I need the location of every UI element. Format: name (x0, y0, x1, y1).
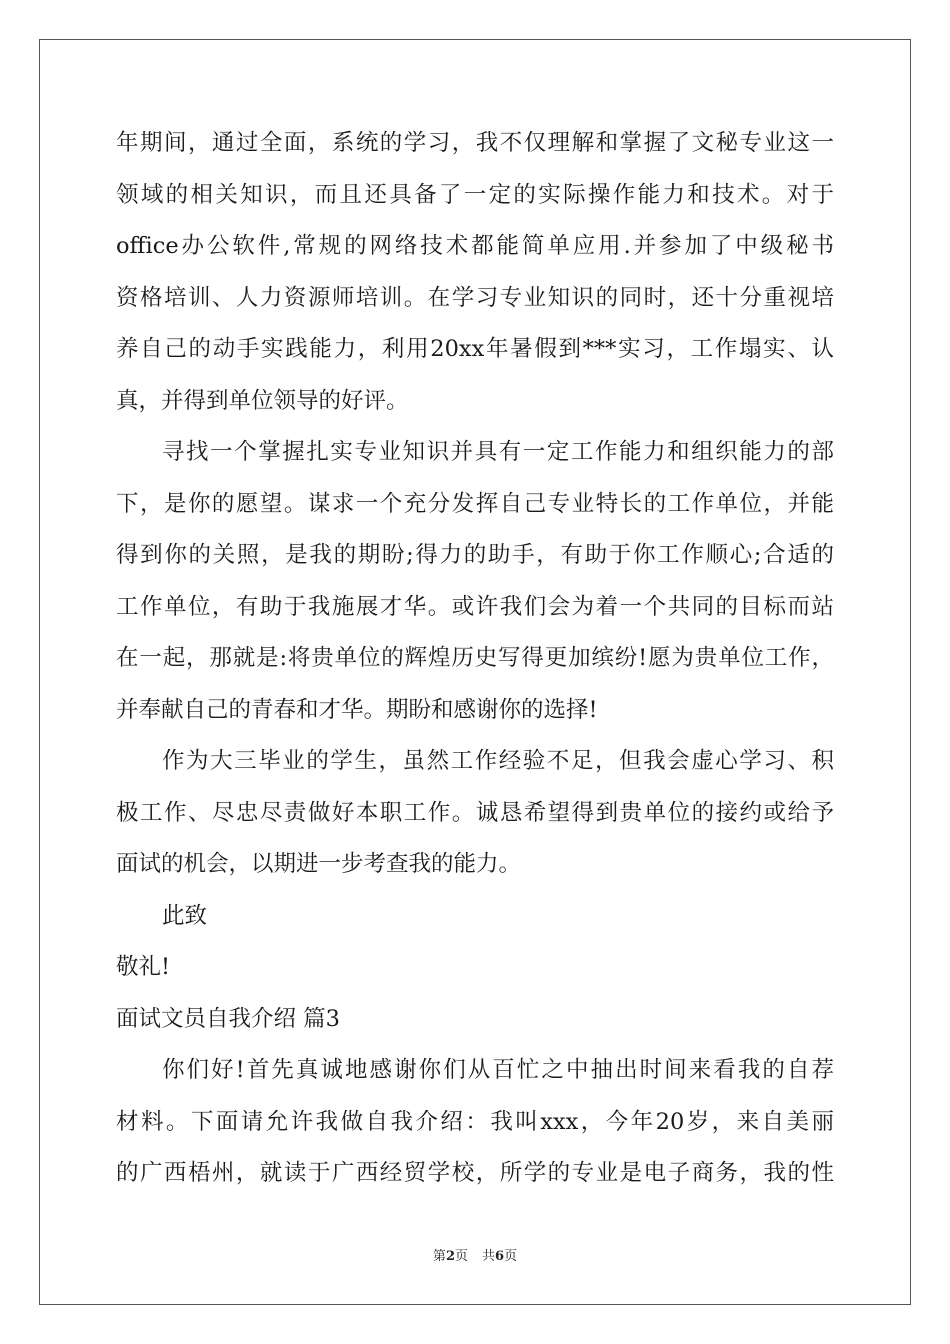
text-line: 并奉献自己的青春和才华。期盼和感谢你的选择! (116, 696, 598, 723)
page-footer (0, 1248, 950, 1266)
closing-regards: 敬礼! (116, 954, 171, 980)
text-line: 工作单位，有助于我施展才华。或许我们会为着一个共同的目标而站 (116, 593, 834, 620)
text-line: 领域的相关知识，而且还具备了一定的实际操作能力和技术。对于 (116, 181, 834, 208)
page-number-suffix: 页 (454, 1249, 468, 1264)
total-page-count: 6 (495, 1249, 505, 1264)
text-line: 面试的机会，以期进一步考查我的能力。 (116, 851, 522, 877)
text-line: 在一起，那就是:将贵单位的辉煌历史写得更加缤纷!愿为贵单位工作， (116, 645, 834, 671)
page-number-prefix: 第 (432, 1249, 446, 1264)
total-pages-suffix: 页 (504, 1249, 518, 1264)
text-line: 下，是你的愿望。谋求一个充分发挥自己专业特长的工作单位，并能 (116, 490, 834, 517)
text-line: 极工作、尽忠尽责做好本职工作。诚恳希望得到贵单位的接约或给予 (116, 799, 834, 826)
text-line: 养自己的动手实践能力，利用20xx年暑假到***实习，工作塌实、认 (116, 336, 834, 362)
paragraph-first-line: 你们好!首先真诚地感谢你们从百忙之中抽出时间来看我的自荐 (162, 1057, 834, 1083)
paragraph-first-line: 作为大三毕业的学生，虽然工作经验不足，但我会虚心学习、积 (162, 748, 834, 774)
text-line: 资格培训、人力资源师培训。在学习专业知识的同时，还十分重视培 (116, 284, 834, 311)
text-line: 真，并得到单位领导的好评。 (116, 387, 409, 414)
document-body (116, 118, 834, 1200)
current-page-number: 2 (445, 1249, 455, 1264)
section-heading: 面试文员自我介绍 篇3 (116, 1005, 340, 1032)
paragraph-first-line: 寻找一个掌握扎实专业知识并具有一定工作能力和组织能力的部 (162, 439, 834, 465)
text-line: 得到你的关照，是我的期盼;得力的助手，有助于你工作顺心;合适的 (116, 542, 834, 568)
text-line: 材料。下面请允许我做自我介绍：我叫xxx，今年20岁，来自美丽 (116, 1108, 834, 1135)
text-line: 的广西梧州，就读于广西经贸学校，所学的专业是电子商务，我的性 (116, 1160, 834, 1186)
closing-salutation: 此致 (162, 902, 208, 929)
text-line: 年期间，通过全面，系统的学习，我不仅理解和掌握了文秘专业这一 (116, 130, 834, 156)
total-pages-prefix: 共 (482, 1249, 496, 1264)
text-line: office办公软件,常规的网络技术都能简单应用.并参加了中级秘书 (116, 233, 834, 259)
